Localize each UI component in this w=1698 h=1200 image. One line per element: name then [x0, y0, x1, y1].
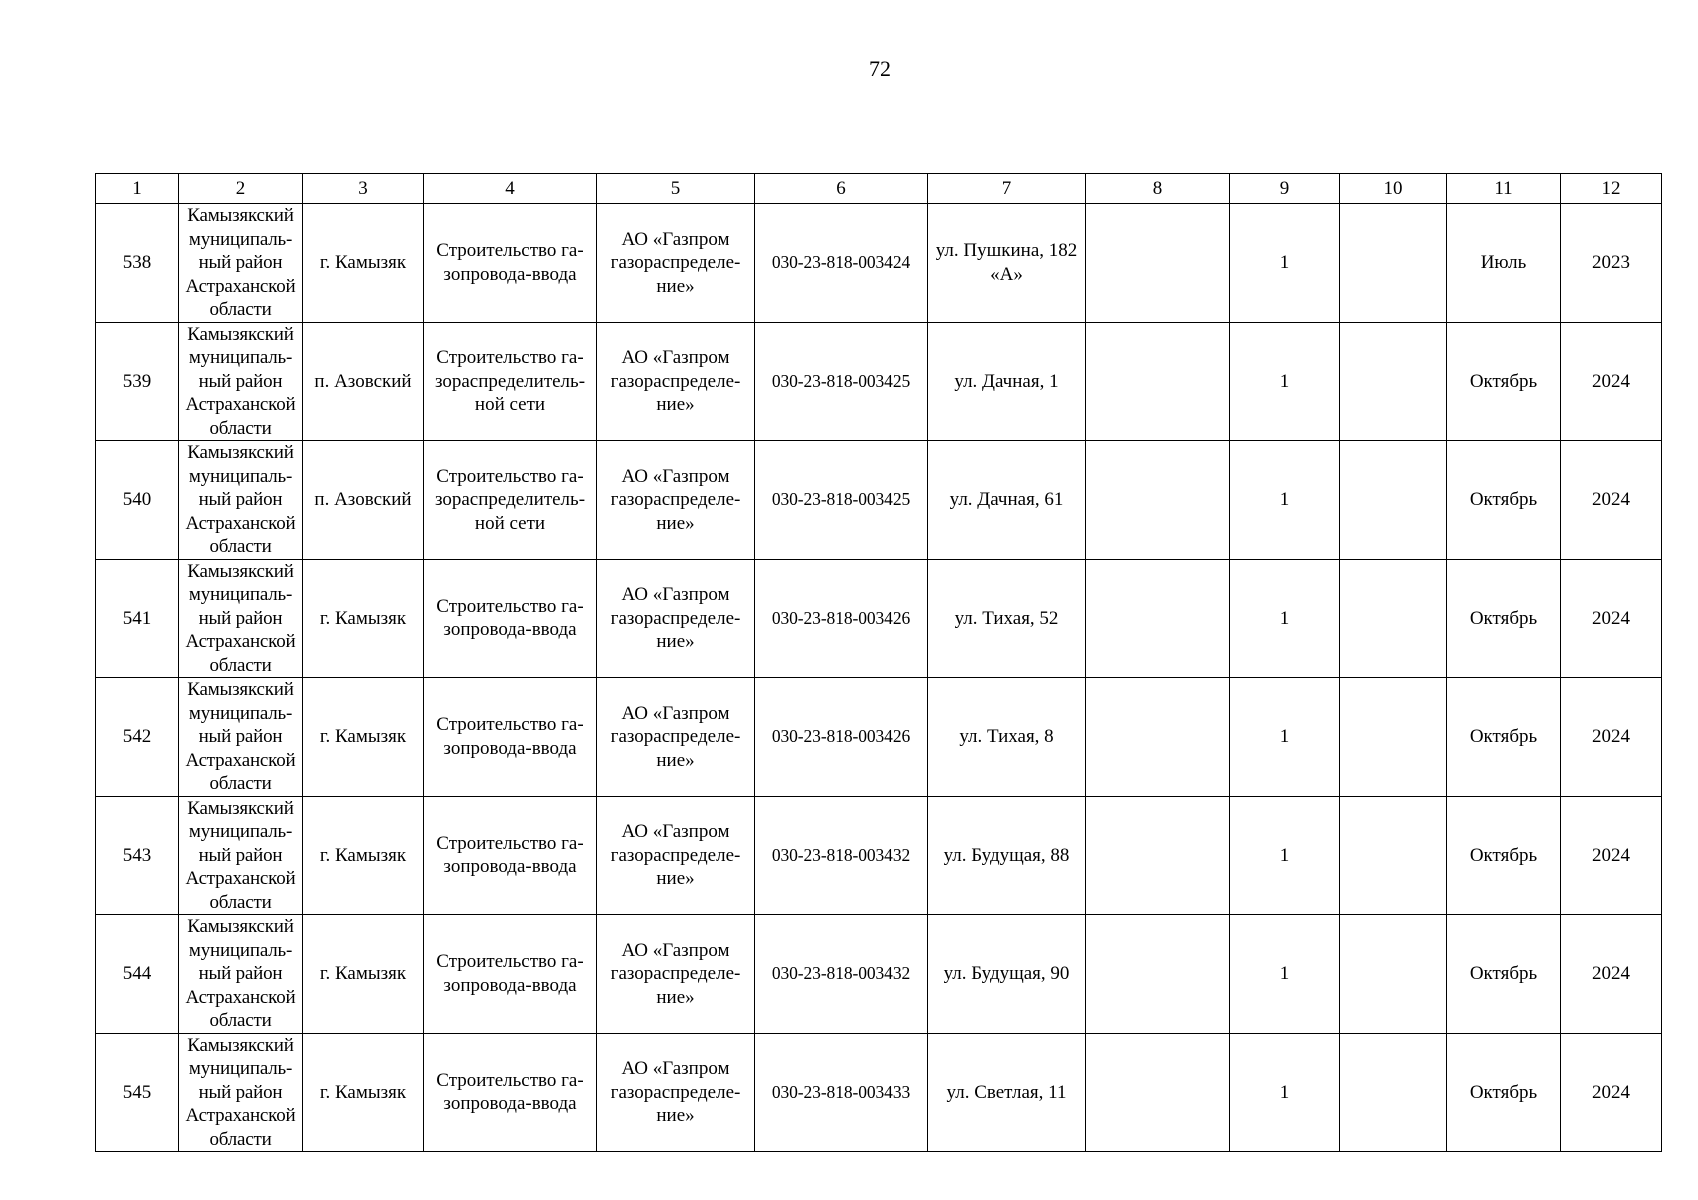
- cell-organization: АО «Газпром газораспределе-ние»: [597, 322, 755, 441]
- cell-district: Камызякский муниципаль-ный район Астраханской области: [179, 678, 303, 797]
- cell-code: 030-23-818-003425: [755, 441, 928, 560]
- column-header: 6: [755, 174, 928, 204]
- table-row: [96, 678, 1662, 797]
- cell-month: Июль: [1447, 204, 1561, 323]
- cell-code: 030-23-818-003424: [755, 204, 928, 323]
- cell-work-type: Строительство га-зораспределитель-ной сети: [424, 441, 597, 560]
- column-header: 3: [303, 174, 424, 204]
- cell-address: ул. Светлая, 11: [928, 1033, 1086, 1152]
- cell-col10: [1340, 559, 1447, 678]
- cell-settlement: г. Камызяк: [303, 915, 424, 1034]
- cell-year: 2024: [1561, 322, 1662, 441]
- column-header: 5: [597, 174, 755, 204]
- cell-address: ул. Дачная, 1: [928, 322, 1086, 441]
- cell-col9: 1: [1230, 915, 1340, 1034]
- cell-district: Камызякский муниципаль-ный район Астраханской области: [179, 796, 303, 915]
- cell-col8: [1086, 441, 1230, 560]
- cell-number: 539: [96, 322, 179, 441]
- column-header: 10: [1340, 174, 1447, 204]
- cell-settlement: г. Камызяк: [303, 559, 424, 678]
- cell-col9: 1: [1230, 204, 1340, 323]
- column-header: 9: [1230, 174, 1340, 204]
- cell-col9: 1: [1230, 796, 1340, 915]
- cell-col8: [1086, 678, 1230, 797]
- cell-work-type: Строительство га-зопровода-ввода: [424, 678, 597, 797]
- cell-organization: АО «Газпром газораспределе-ние»: [597, 1033, 755, 1152]
- cell-number: 542: [96, 678, 179, 797]
- cell-work-type: Строительство га-зопровода-ввода: [424, 204, 597, 323]
- cell-month: Октябрь: [1447, 322, 1561, 441]
- cell-settlement: г. Камызяк: [303, 1033, 424, 1152]
- cell-col10: [1340, 204, 1447, 323]
- cell-settlement: г. Камызяк: [303, 796, 424, 915]
- column-header: 2: [179, 174, 303, 204]
- cell-col9: 1: [1230, 678, 1340, 797]
- cell-address: ул. Дачная, 61: [928, 441, 1086, 560]
- cell-district: Камызякский муниципаль-ный район Астраханской области: [179, 1033, 303, 1152]
- cell-col10: [1340, 678, 1447, 797]
- cell-year: 2023: [1561, 204, 1662, 323]
- cell-organization: АО «Газпром газораспределе-ние»: [597, 915, 755, 1034]
- table-row: [96, 322, 1662, 441]
- cell-year: 2024: [1561, 915, 1662, 1034]
- cell-month: Октябрь: [1447, 559, 1561, 678]
- cell-settlement: п. Азовский: [303, 322, 424, 441]
- table-row: [96, 1033, 1662, 1152]
- cell-organization: АО «Газпром газораспределе-ние»: [597, 559, 755, 678]
- column-number-row: [96, 174, 1662, 204]
- cell-number: 541: [96, 559, 179, 678]
- cell-code: 030-23-818-003432: [755, 796, 928, 915]
- table-row: [96, 915, 1662, 1034]
- cell-address: ул. Пушкина, 182 «А»: [928, 204, 1086, 323]
- cell-work-type: Строительство га-зопровода-ввода: [424, 559, 597, 678]
- cell-district: Камызякский муниципаль-ный район Астраханской области: [179, 441, 303, 560]
- cell-district: Камызякский муниципаль-ный район Астраханской области: [179, 204, 303, 323]
- cell-month: Октябрь: [1447, 915, 1561, 1034]
- cell-month: Октябрь: [1447, 441, 1561, 560]
- cell-number: 538: [96, 204, 179, 323]
- cell-work-type: Строительство га-зопровода-ввода: [424, 796, 597, 915]
- cell-code: 030-23-818-003425: [755, 322, 928, 441]
- cell-settlement: г. Камызяк: [303, 678, 424, 797]
- cell-col10: [1340, 796, 1447, 915]
- cell-district: Камызякский муниципаль-ный район Астраханской области: [179, 915, 303, 1034]
- cell-code: 030-23-818-003433: [755, 1033, 928, 1152]
- cell-address: ул. Тихая, 52: [928, 559, 1086, 678]
- cell-work-type: Строительство га-зораспределитель-ной сети: [424, 322, 597, 441]
- cell-code: 030-23-818-003426: [755, 559, 928, 678]
- column-header: 4: [424, 174, 597, 204]
- cell-district: Камызякский муниципаль-ный район Астраханской области: [179, 322, 303, 441]
- registry-table: [95, 173, 1662, 1152]
- cell-year: 2024: [1561, 1033, 1662, 1152]
- column-header: 11: [1447, 174, 1561, 204]
- cell-col10: [1340, 322, 1447, 441]
- cell-year: 2024: [1561, 678, 1662, 797]
- cell-organization: АО «Газпром газораспределе-ние»: [597, 796, 755, 915]
- cell-col10: [1340, 915, 1447, 1034]
- cell-organization: АО «Газпром газораспределе-ние»: [597, 678, 755, 797]
- table-row: [96, 559, 1662, 678]
- cell-settlement: г. Камызяк: [303, 204, 424, 323]
- page-number: 72: [869, 56, 891, 81]
- cell-number: 545: [96, 1033, 179, 1152]
- cell-col10: [1340, 1033, 1447, 1152]
- cell-month: Октябрь: [1447, 1033, 1561, 1152]
- cell-district: Камызякский муниципаль-ный район Астраханской области: [179, 559, 303, 678]
- cell-month: Октябрь: [1447, 796, 1561, 915]
- column-header: 12: [1561, 174, 1662, 204]
- cell-month: Октябрь: [1447, 678, 1561, 797]
- cell-code: 030-23-818-003432: [755, 915, 928, 1034]
- cell-work-type: Строительство га-зопровода-ввода: [424, 1033, 597, 1152]
- cell-col9: 1: [1230, 322, 1340, 441]
- cell-organization: АО «Газпром газораспределе-ние»: [597, 441, 755, 560]
- cell-year: 2024: [1561, 441, 1662, 560]
- cell-col8: [1086, 322, 1230, 441]
- cell-col8: [1086, 915, 1230, 1034]
- cell-col9: 1: [1230, 441, 1340, 560]
- cell-col8: [1086, 559, 1230, 678]
- cell-col8: [1086, 1033, 1230, 1152]
- table-row: [96, 204, 1662, 323]
- cell-number: 540: [96, 441, 179, 560]
- cell-col10: [1340, 441, 1447, 560]
- cell-col8: [1086, 796, 1230, 915]
- cell-number: 543: [96, 796, 179, 915]
- cell-col8: [1086, 204, 1230, 323]
- cell-col9: 1: [1230, 1033, 1340, 1152]
- column-header: 8: [1086, 174, 1230, 204]
- cell-year: 2024: [1561, 796, 1662, 915]
- cell-address: ул. Будущая, 88: [928, 796, 1086, 915]
- cell-address: ул. Будущая, 90: [928, 915, 1086, 1034]
- cell-work-type: Строительство га-зопровода-ввода: [424, 915, 597, 1034]
- cell-organization: АО «Газпром газораспределе-ние»: [597, 204, 755, 323]
- cell-number: 544: [96, 915, 179, 1034]
- column-header: 1: [96, 174, 179, 204]
- table-row: [96, 441, 1662, 560]
- cell-col9: 1: [1230, 559, 1340, 678]
- cell-code: 030-23-818-003426: [755, 678, 928, 797]
- cell-address: ул. Тихая, 8: [928, 678, 1086, 797]
- table-row: [96, 796, 1662, 915]
- cell-year: 2024: [1561, 559, 1662, 678]
- cell-settlement: п. Азовский: [303, 441, 424, 560]
- column-header: 7: [928, 174, 1086, 204]
